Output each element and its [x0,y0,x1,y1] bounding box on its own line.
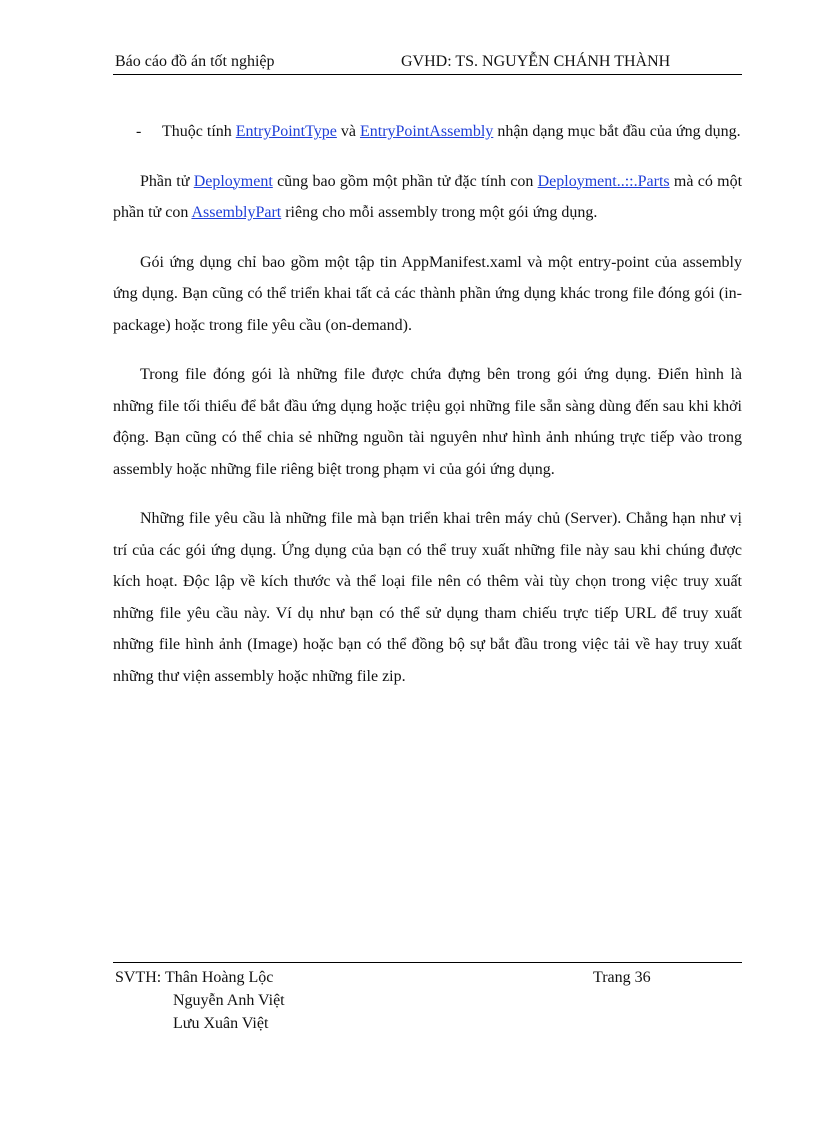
bullet-text: và [336,123,360,140]
paragraph-package: Gói ứng dụng chỉ bao gồm một tập tin AppManifest.xaml và một entry-point của assembly ứng dụng. Bạn cũng có thể triển khai tất cả các thành phần ứng dụng khác trong file đóng gói (in-package) hoặc trong file yêu cầu (on-demand). [113,253,742,334]
bullet-text: nhận dạng mục bắt đầu của ứng dụng. [493,123,741,140]
link-assemblypart[interactable]: AssemblyPart [191,204,282,221]
header-report-title: Báo cáo đồ án tốt nghiệp [115,53,275,70]
page-footer [113,962,742,1032]
bullet-item [113,116,742,148]
bullet-text: Thuộc tính [162,123,236,140]
footer-student-name: Lưu Xuân Việt [173,1015,269,1032]
bullet-dash: - [136,123,142,140]
footer-student: SVTH: Thân Hoàng Lộc [115,969,274,986]
paragraph-text: riêng cho mỗi assembly trong một gói ứng dụng. [281,204,598,221]
link-entrypointassembly[interactable]: EntryPointAssembly [359,123,494,140]
link-deployment-parts[interactable]: Deployment..::.Parts [537,172,670,190]
page-number: Trang 36 [593,969,651,986]
paragraph-text: Phần tử [140,172,194,190]
paragraph-text: mà có một phần tử con [113,172,743,221]
paragraph-text: cũng bao gồm một phần tử đặc tính con [272,172,538,190]
page-header [113,52,742,75]
link-deployment[interactable]: Deployment [193,172,273,190]
paragraph-in-package: Trong file đóng gói là những file được chứa đựng bên trong gói ứng dụng. Điển hình là những file tối thiểu để bắt đầu ứng dụng hoặc triệu gọi những file sẵn sàng dùng đến sau khi khởi động. Bạn cũng có thể chia sẻ những nguồn tài nguyên như hình ảnh nhúng trực tiếp vào trong assembly hoặc những file riêng biệt trong phạm vi của gói ứng dụng. [113,366,742,478]
header-supervisor: GVHD: TS. NGUYỄN CHÁNH THÀNH [401,53,671,70]
footer-student-name: Nguyễn Anh Việt [173,992,285,1009]
footer-student-names [173,989,285,1035]
paragraph-on-demand: Những file yêu cầu là những file mà bạn triển khai trên máy chủ (Server). Chẳng hạn như vị trí của các gói ứng dụng. Ứng dụng của bạn có thể truy xuất những file này sau khi chúng được kích hoạt. Độc lập về kích thước và thể loại file nên có thêm vài tùy chọn trong việc truy xuất những file yêu cầu này. Ví dụ như bạn có thể sử dụng tham chiếu trực tiếp URL để truy xuất những file hình ảnh (Image) hoặc bạn có thể đồng bộ sự bắt đầu trong việc tải về hay truy xuất những thư viện assembly hoặc những file zip. [113,510,742,685]
paragraph-deployment [113,166,742,229]
document-body [113,116,742,710]
link-entrypointtype[interactable]: EntryPointType [235,123,337,140]
